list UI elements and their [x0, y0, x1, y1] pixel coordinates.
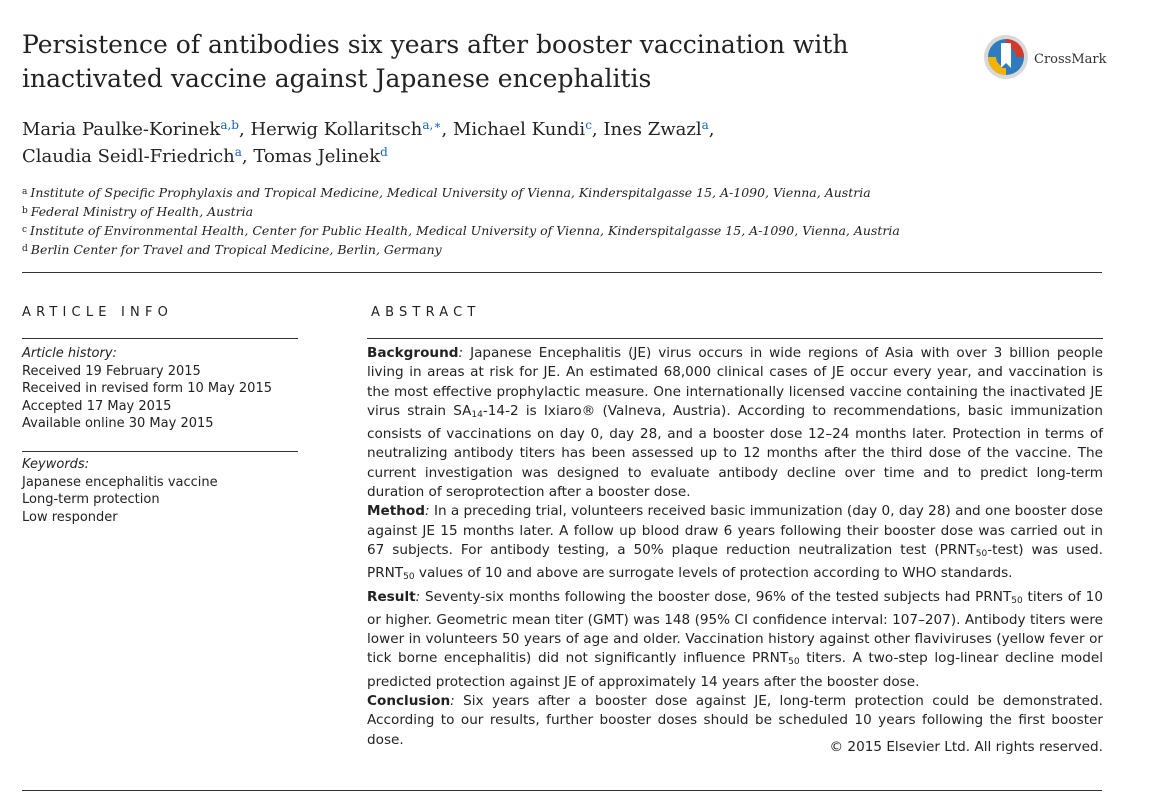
result-text: titers. A two-step log-linear decline model predicted protection against JE of approximately 14 years after the booster dose. — [367, 650, 1103, 690]
affiliation-text: Institute of Environmental Health, Center for Public Health, Medical University of Vienna, Kinderspitalgasse 15, A-1090, Vienna, Austria — [30, 223, 900, 238]
label-colon: : — [425, 503, 430, 520]
result-text: titers of 10 or higher. Geometric mean titer (GMT) was 148 (95% CI confidence interval: 107–207). Antibody titers were lower in volunteers 50 years of age and older. Vaccination history against other flaviviruses (yellow fever or tick borne encephalitis) did not significantly influence PRNT — [367, 588, 1103, 667]
affiliation-text: Institute of Specific Prophylaxis and Tropical Medicine, Medical University of Vienna, Kinderspitalgasse 15, A-1090, Vienna, Austria — [30, 185, 871, 200]
affiliation-letter: d — [22, 244, 28, 254]
affiliation-text: Federal Ministry of Health, Austria — [30, 204, 254, 219]
abstract-method — [367, 502, 1103, 587]
article-history — [22, 345, 298, 433]
author-name[interactable]: Maria Paulke-Korinek — [22, 119, 221, 140]
subscript: 14 — [471, 409, 483, 420]
result-text: Seventy-six months following the booster dose, 96% of the tested subjects had PRNT — [425, 588, 1012, 605]
footer-divider — [22, 790, 1102, 791]
affiliation-text: Berlin Center for Travel and Tropical Medicine, Berlin, Germany — [30, 242, 442, 257]
abstract-heading: ABSTRACT — [371, 305, 481, 320]
background-text: Japanese Encephalitis (JE) virus occurs in wide regions of Asia with over 3 billion people living in areas at risk for JE. An estimated 68,000 clinical cases of JE occur every year, and vaccination is the most effective prophylactic measure. One internationally licensed vaccine containing the inactivated JE virus strain SA — [367, 345, 1103, 419]
subscript: 50 — [975, 548, 988, 559]
title-line-2: inactivated vaccine against Japanese encephalitis — [22, 64, 652, 93]
abstract-body — [367, 344, 1103, 750]
label-colon: : — [458, 345, 464, 361]
abstract-background — [367, 344, 1103, 502]
crossmark-label: CrossMark — [1034, 52, 1107, 67]
author-name[interactable]: Michael Kundi — [452, 119, 586, 140]
conclusion-label: Conclusion — [367, 693, 451, 710]
affiliation-letter: c — [22, 225, 28, 235]
affiliation-item — [22, 202, 1102, 221]
background-text: -14-2 is Ixiaro® (Valneva, Austria). According to recommendations, basic immunization consists of vaccinations on day 0, day 28, and a booster dose 12–24 months later. Protection in terms of neutralizing antibody titers has been assessed up to 12 months after the third dose of the vaccine. The current investigation was designed to evaluate antibody decline over time and to predict long-term duration of seroprotection after a booster dose. — [367, 402, 1103, 501]
history-item: Received in revised form 10 May 2015 — [22, 381, 272, 396]
keyword-item[interactable]: Japanese encephalitis vaccine — [22, 474, 218, 490]
crossmark-icon — [983, 34, 1029, 80]
author-name[interactable]: Herwig Kollaritsch — [250, 119, 423, 140]
author-affiliation-marker[interactable]: d — [380, 145, 388, 159]
abstract-result — [367, 588, 1103, 692]
author-list: Maria Paulke-Korinek$^{a,b}$, Herwig Kollaritsch$^{a,∗}$, Michael Kundi$^c$, Ines Zwazl$^a$, Claudia Seidl-Friedrich$^a$, Tomas Jelinek$^d$ — [22, 118, 715, 167]
history-item: Accepted 17 May 2015 — [22, 398, 172, 414]
keywords-divider — [22, 451, 298, 452]
background-label: Background — [367, 345, 459, 361]
author-name[interactable]: Ines Zwazl — [603, 119, 702, 140]
subscript: 50 — [403, 572, 415, 583]
author-affiliation-marker[interactable]: a — [234, 145, 242, 159]
crossmark-badge[interactable] — [983, 34, 1107, 84]
author-affiliation-marker[interactable]: a,∗ — [422, 118, 442, 132]
author-name[interactable]: Tomas Jelinek — [253, 146, 381, 167]
header-divider — [22, 272, 1102, 273]
method-text: -test) was used. PRNT — [367, 541, 1104, 582]
article-title — [22, 28, 922, 96]
affiliation-letter: b — [22, 206, 28, 216]
abstract-divider — [367, 338, 1103, 339]
author-affiliation-marker[interactable]: a,b — [220, 118, 239, 132]
keywords — [22, 456, 298, 526]
title-line-1: Persistence of antibodies six years after booster vaccination with — [22, 30, 849, 59]
affiliation-item — [22, 183, 1102, 202]
article-history-label: Article history: — [22, 346, 117, 361]
conclusion-text: Six years after a booster dose against JE, long-term protection could be demonstrated. According to our results, further booster doses should be scheduled 10 years following the first booster dose. — [367, 693, 1103, 748]
subscript: 50 — [1011, 595, 1023, 606]
label-colon: : — [415, 588, 421, 605]
author-affiliation-marker[interactable]: c — [585, 118, 592, 132]
affiliation-item — [22, 221, 1102, 240]
keywords-label: Keywords: — [22, 457, 90, 472]
author-name[interactable]: Claudia Seidl-Friedrich — [22, 146, 235, 167]
method-text: values of 10 and above are surrogate levels of protection according to WHO standards. — [414, 565, 1013, 582]
affiliation-letter: a — [22, 187, 28, 197]
history-item: Available online 30 May 2015 — [22, 416, 214, 431]
article-info-divider — [22, 338, 298, 339]
affiliation-item — [22, 240, 1102, 259]
keyword-item[interactable]: Long-term protection — [22, 492, 160, 507]
method-label: Method — [367, 503, 425, 520]
affiliation-list — [22, 183, 1102, 259]
history-item: Received 19 February 2015 — [22, 363, 201, 379]
result-label: Result — [367, 588, 416, 605]
article-info-heading: ARTICLE INFO — [22, 305, 174, 320]
label-colon: : — [450, 693, 455, 710]
subscript: 50 — [788, 657, 800, 668]
author-affiliation-marker[interactable]: a — [701, 118, 709, 132]
method-text: In a preceding trial, volunteers received basic immunization (day 0, day 28) and one booster dose against JE 15 months later. A follow up blood draw 6 years following their booster dose was carried out in 67 subjects. For antibody testing, a 50% plaque reduction neutralization test (PRNT — [367, 503, 1103, 558]
keyword-item[interactable]: Low responder — [22, 509, 118, 525]
copyright-notice: © 2015 Elsevier Ltd. All rights reserved. — [829, 739, 1103, 755]
